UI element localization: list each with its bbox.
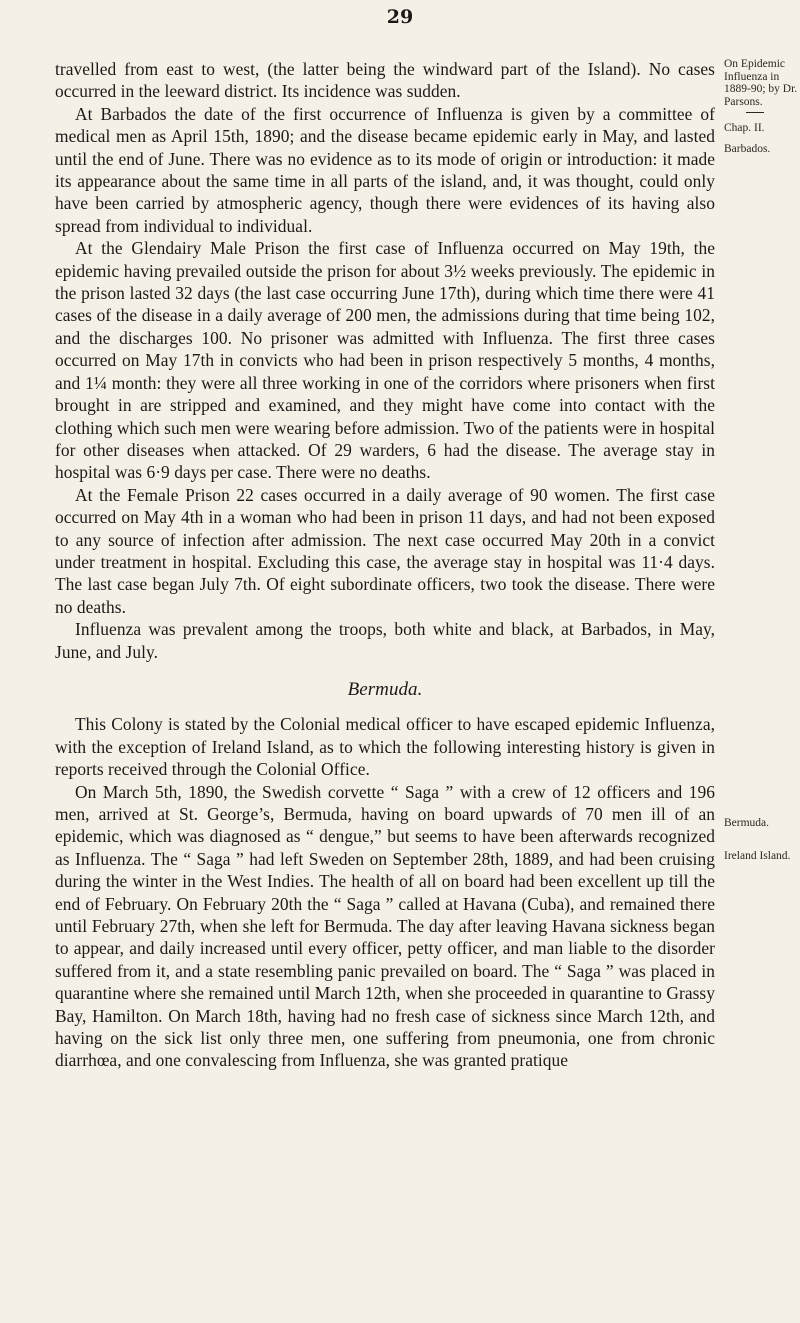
paragraph-barbados-date: At Barbados the date of the first occurrence of Influenza is given by a committee of medical men as April 15th, 1890; and the disease became epidemic early in May, and lasted until the end of June. There was no evidence as to its mode of origin or introduction: it made its appearance about the same time in all parts of the island, and, it was thought, could only have been carried by atmospheric agency, though there were evidences of its having also spread from individual to individual. — [55, 103, 715, 236]
margin-note-topic: On Epidemic Influenza in 1889-90; by Dr. Parsons. — [724, 58, 798, 108]
margin-note-chapter: Chap. II. — [724, 122, 765, 134]
paragraph-female-prison: At the Female Prison 22 cases occurred in a daily average of 90 women. The first case occurred on May 4th in a woman who had been in prison 11 days, and had not been exposed to any source of infection after admission. The next case occurred May 20th in a convict under treatment in hospital. Excluding this case, the average stay in hospital was 11·4 days. The last case began July 7th. Of eight subordinate officers, two took the disease. There were no deaths. — [55, 484, 715, 617]
page-number: 29 — [386, 6, 414, 28]
paragraph-continuation: travelled from east to west, (the latter being the windward part of the Island). No cases occurred in the leeward district. Its incidence was sudden. — [55, 59, 715, 102]
paragraph-glendairy-prison: At the Glendairy Male Prison the first case of Influenza occurred on May 19th, the epidemic having prevailed outside the prison for about 3½ weeks previously. The epidemic in the prison lasted 32 days (the last case occurring June 17th), during which time there were 41 cases of the disease in a daily average of 200 men, the admissions during that time being 102, and the discharges 100. No prisoner was admitted with Influenza. The first three cases occurred on May 17th in convicts who had been in prison respectively 5 months, 4 months, and 1¼ month: they were all three working in one of the corridors where prisoners when first brought in are stripped and examined, and they might have come into contact with the clothing which such men were wearing before admission. Two of the patients were in hospital for other diseases when attacked. Of 29 warders, 6 had the disease. The average stay in hospital was 6·9 days per case. There were no deaths. — [55, 238, 715, 483]
margin-rule — [724, 106, 800, 113]
page-body — [55, 58, 715, 1072]
margin-note-ireland-island: Ireland Island. — [724, 850, 791, 862]
section-heading-bermuda: Bermuda. — [347, 678, 423, 700]
margin-note-barbados: Barbados. — [724, 143, 771, 155]
paragraph-troops: Influenza was prevalent among the troops, both white and black, at Barbados, in May, June, and July. — [55, 619, 715, 662]
paragraph-saga-history: On March 5th, 1890, the Swedish corvette “ Saga ” with a crew of 12 officers and 196 men, arrived at St. George’s, Bermuda, having on board upwards of 70 men ill of an epidemic, which was diagnosed as “ dengue,” but seems to have been afterwards recognized as Influenza. The “ Saga ” had left Sweden on September 28th, 1889, and had been cruising during the winter in the West Indies. The health of all on board had been excellent up till the end of February. On February 20th the “ Saga ” called at Havana (Cuba), and remained there until February 27th, when she left for Bermuda. The day after leaving Havana sickness began to appear, and daily increased until every officer, petty officer, and man liable to the disorder suffered from it, and a state resembling panic prevailed on board. The “ Saga ” was placed in quarantine where she remained until March 12th, when she proceeded in quarantine to Grassy Bay, Hamilton. On March 18th, having had no fresh case of sickness since March 12th, and having on the sick list only three men, one suffering from pneumonia, one from chronic diarrhœa, and one convalescing from Influenza, she was granted pratique — [55, 781, 715, 1071]
paragraph-colony-escape: This Colony is stated by the Colonial medical officer to have escaped epidemic Influenza, with the exception of Ireland Island, as to which the following interesting history is given in reports received through the Colonial Office. — [55, 714, 715, 780]
margin-note-bermuda: Bermuda. — [724, 817, 770, 829]
